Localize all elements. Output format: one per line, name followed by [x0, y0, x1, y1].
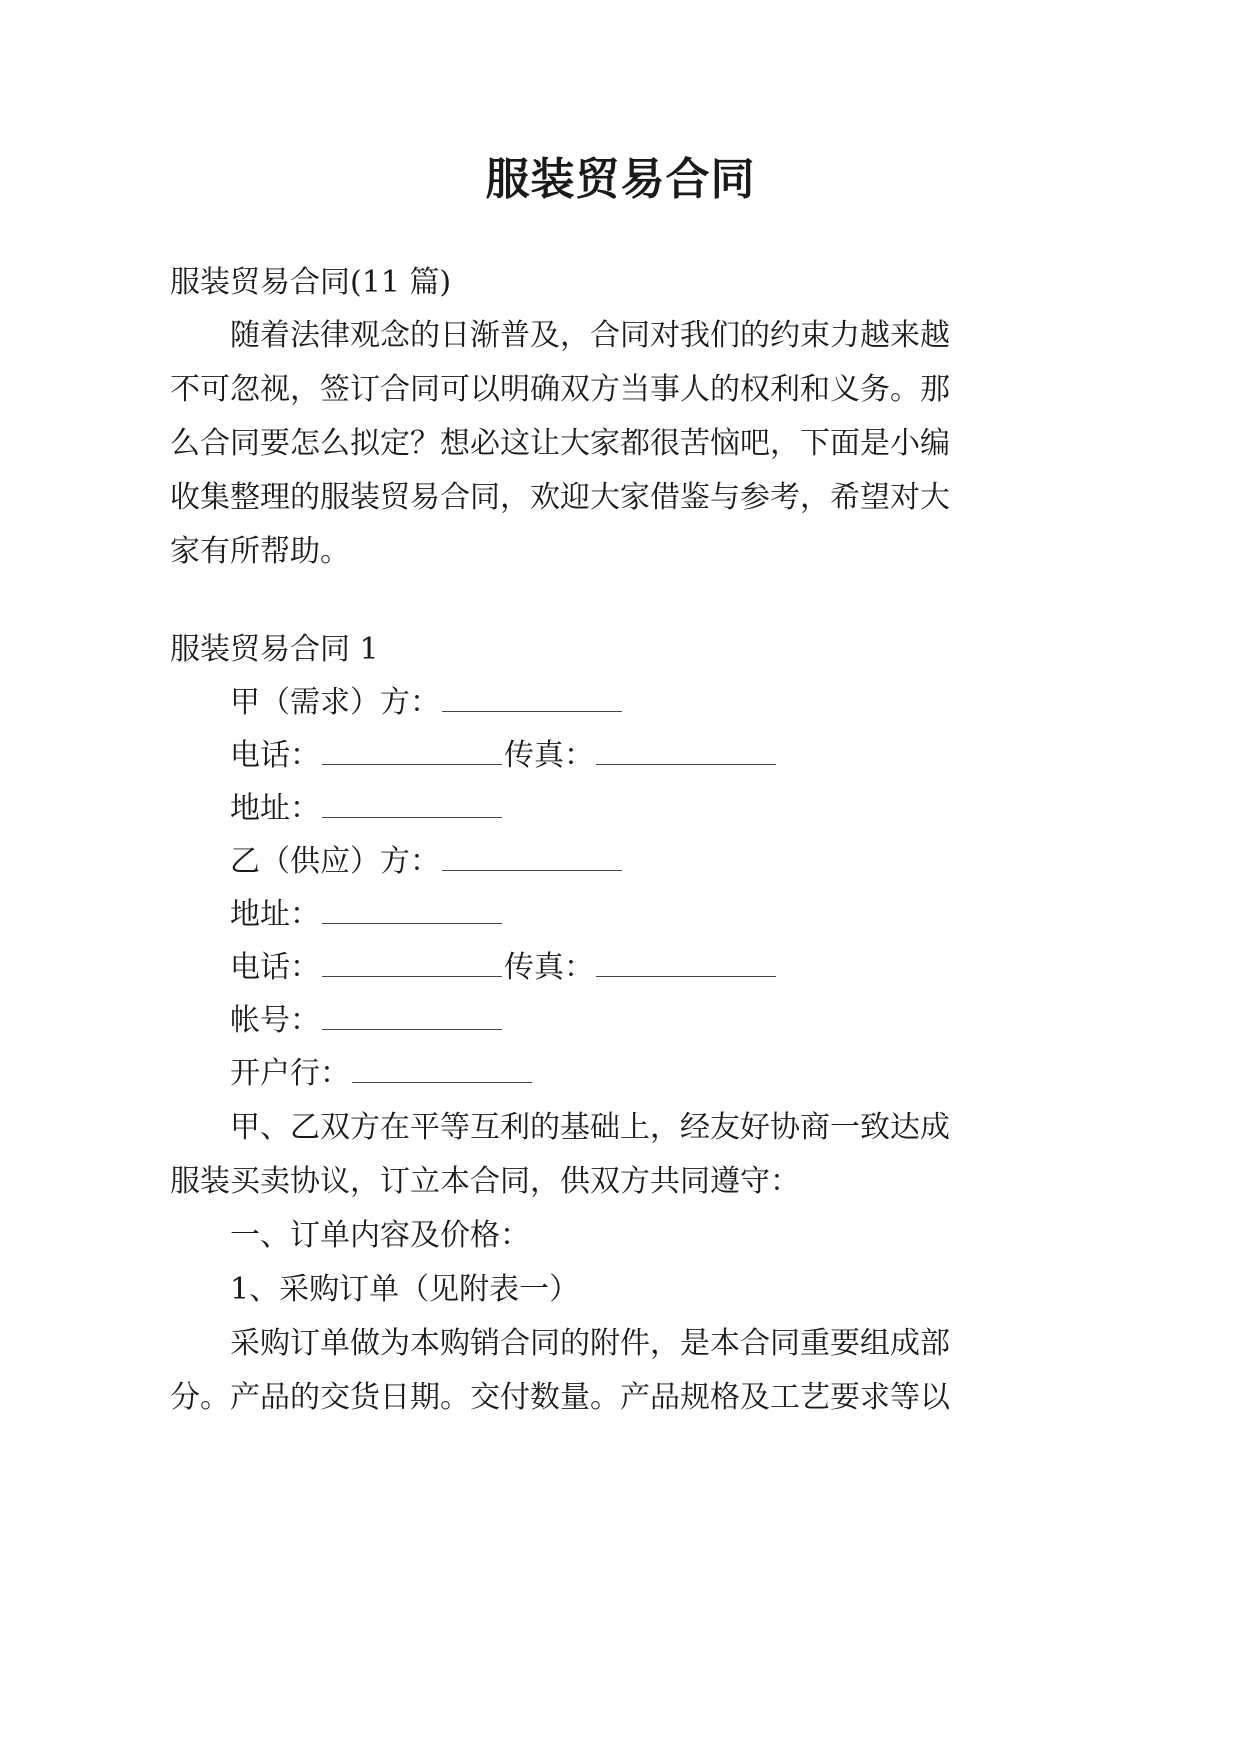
intro-line-2: 不可忽视，签订合同可以明确双方当事人的权利和义务。那 [170, 372, 950, 407]
document-subtitle: 服装贸易合同(11 篇) [170, 265, 452, 300]
fax-label-1: 传真： [504, 738, 594, 773]
party-b-label: 乙（供应）方： [230, 844, 440, 879]
clause-text-line-1: 采购订单做为本购销合同的附件，是本合同重要组成部 [230, 1326, 950, 1361]
intro-line-1: 随着法律观念的日渐普及，合同对我们的约束力越来越 [230, 318, 950, 353]
bank-row [230, 1054, 534, 1094]
party-b-row [230, 842, 624, 882]
account-row [230, 1001, 504, 1041]
fax-blank-1 [596, 736, 776, 765]
phone-fax-row-1 [230, 736, 778, 776]
phone-fax-row-2 [230, 948, 778, 988]
fax-blank-2 [596, 948, 776, 977]
agreement-line-2: 服装买卖协议，订立本合同，供双方共同遵守： [170, 1164, 800, 1199]
clause-heading: 一、订单内容及价格： [230, 1218, 530, 1253]
fax-label-2: 传真： [504, 950, 594, 985]
clause-item: 1、采购订单（见附表一） [230, 1272, 580, 1307]
agreement-line-1: 甲、乙双方在平等互利的基础上，经友好协商一致达成 [230, 1110, 950, 1145]
intro-line-5: 家有所帮助。 [170, 534, 350, 569]
account-blank [322, 1001, 502, 1030]
intro-line-3: 么合同要怎么拟定？想必这让大家都很苦恼吧，下面是小编 [170, 426, 950, 461]
address-row-2 [230, 895, 504, 935]
clause-text-line-2: 分。产品的交货日期。交付数量。产品规格及工艺要求等以 [170, 1380, 950, 1415]
phone-blank-1 [322, 736, 502, 765]
section-heading: 服装贸易合同 1 [170, 632, 379, 667]
phone-label-1: 电话： [230, 738, 320, 773]
document-title: 服装贸易合同 [485, 154, 756, 205]
bank-blank [352, 1054, 532, 1083]
phone-label-2: 电话： [230, 950, 320, 985]
address-blank-2 [322, 895, 502, 924]
address-label-2: 地址： [230, 897, 320, 932]
party-a-blank [442, 683, 622, 712]
address-label-1: 地址： [230, 791, 320, 826]
address-blank-1 [322, 789, 502, 818]
party-a-label: 甲（需求）方： [230, 685, 440, 720]
bank-label: 开户行： [230, 1056, 350, 1091]
intro-line-4: 收集整理的服装贸易合同，欢迎大家借鉴与参考，希望对大 [170, 480, 950, 515]
address-row-1 [230, 789, 504, 829]
party-b-blank [442, 842, 622, 871]
phone-blank-2 [322, 948, 502, 977]
party-a-row [230, 683, 624, 723]
account-label: 帐号： [230, 1003, 320, 1038]
